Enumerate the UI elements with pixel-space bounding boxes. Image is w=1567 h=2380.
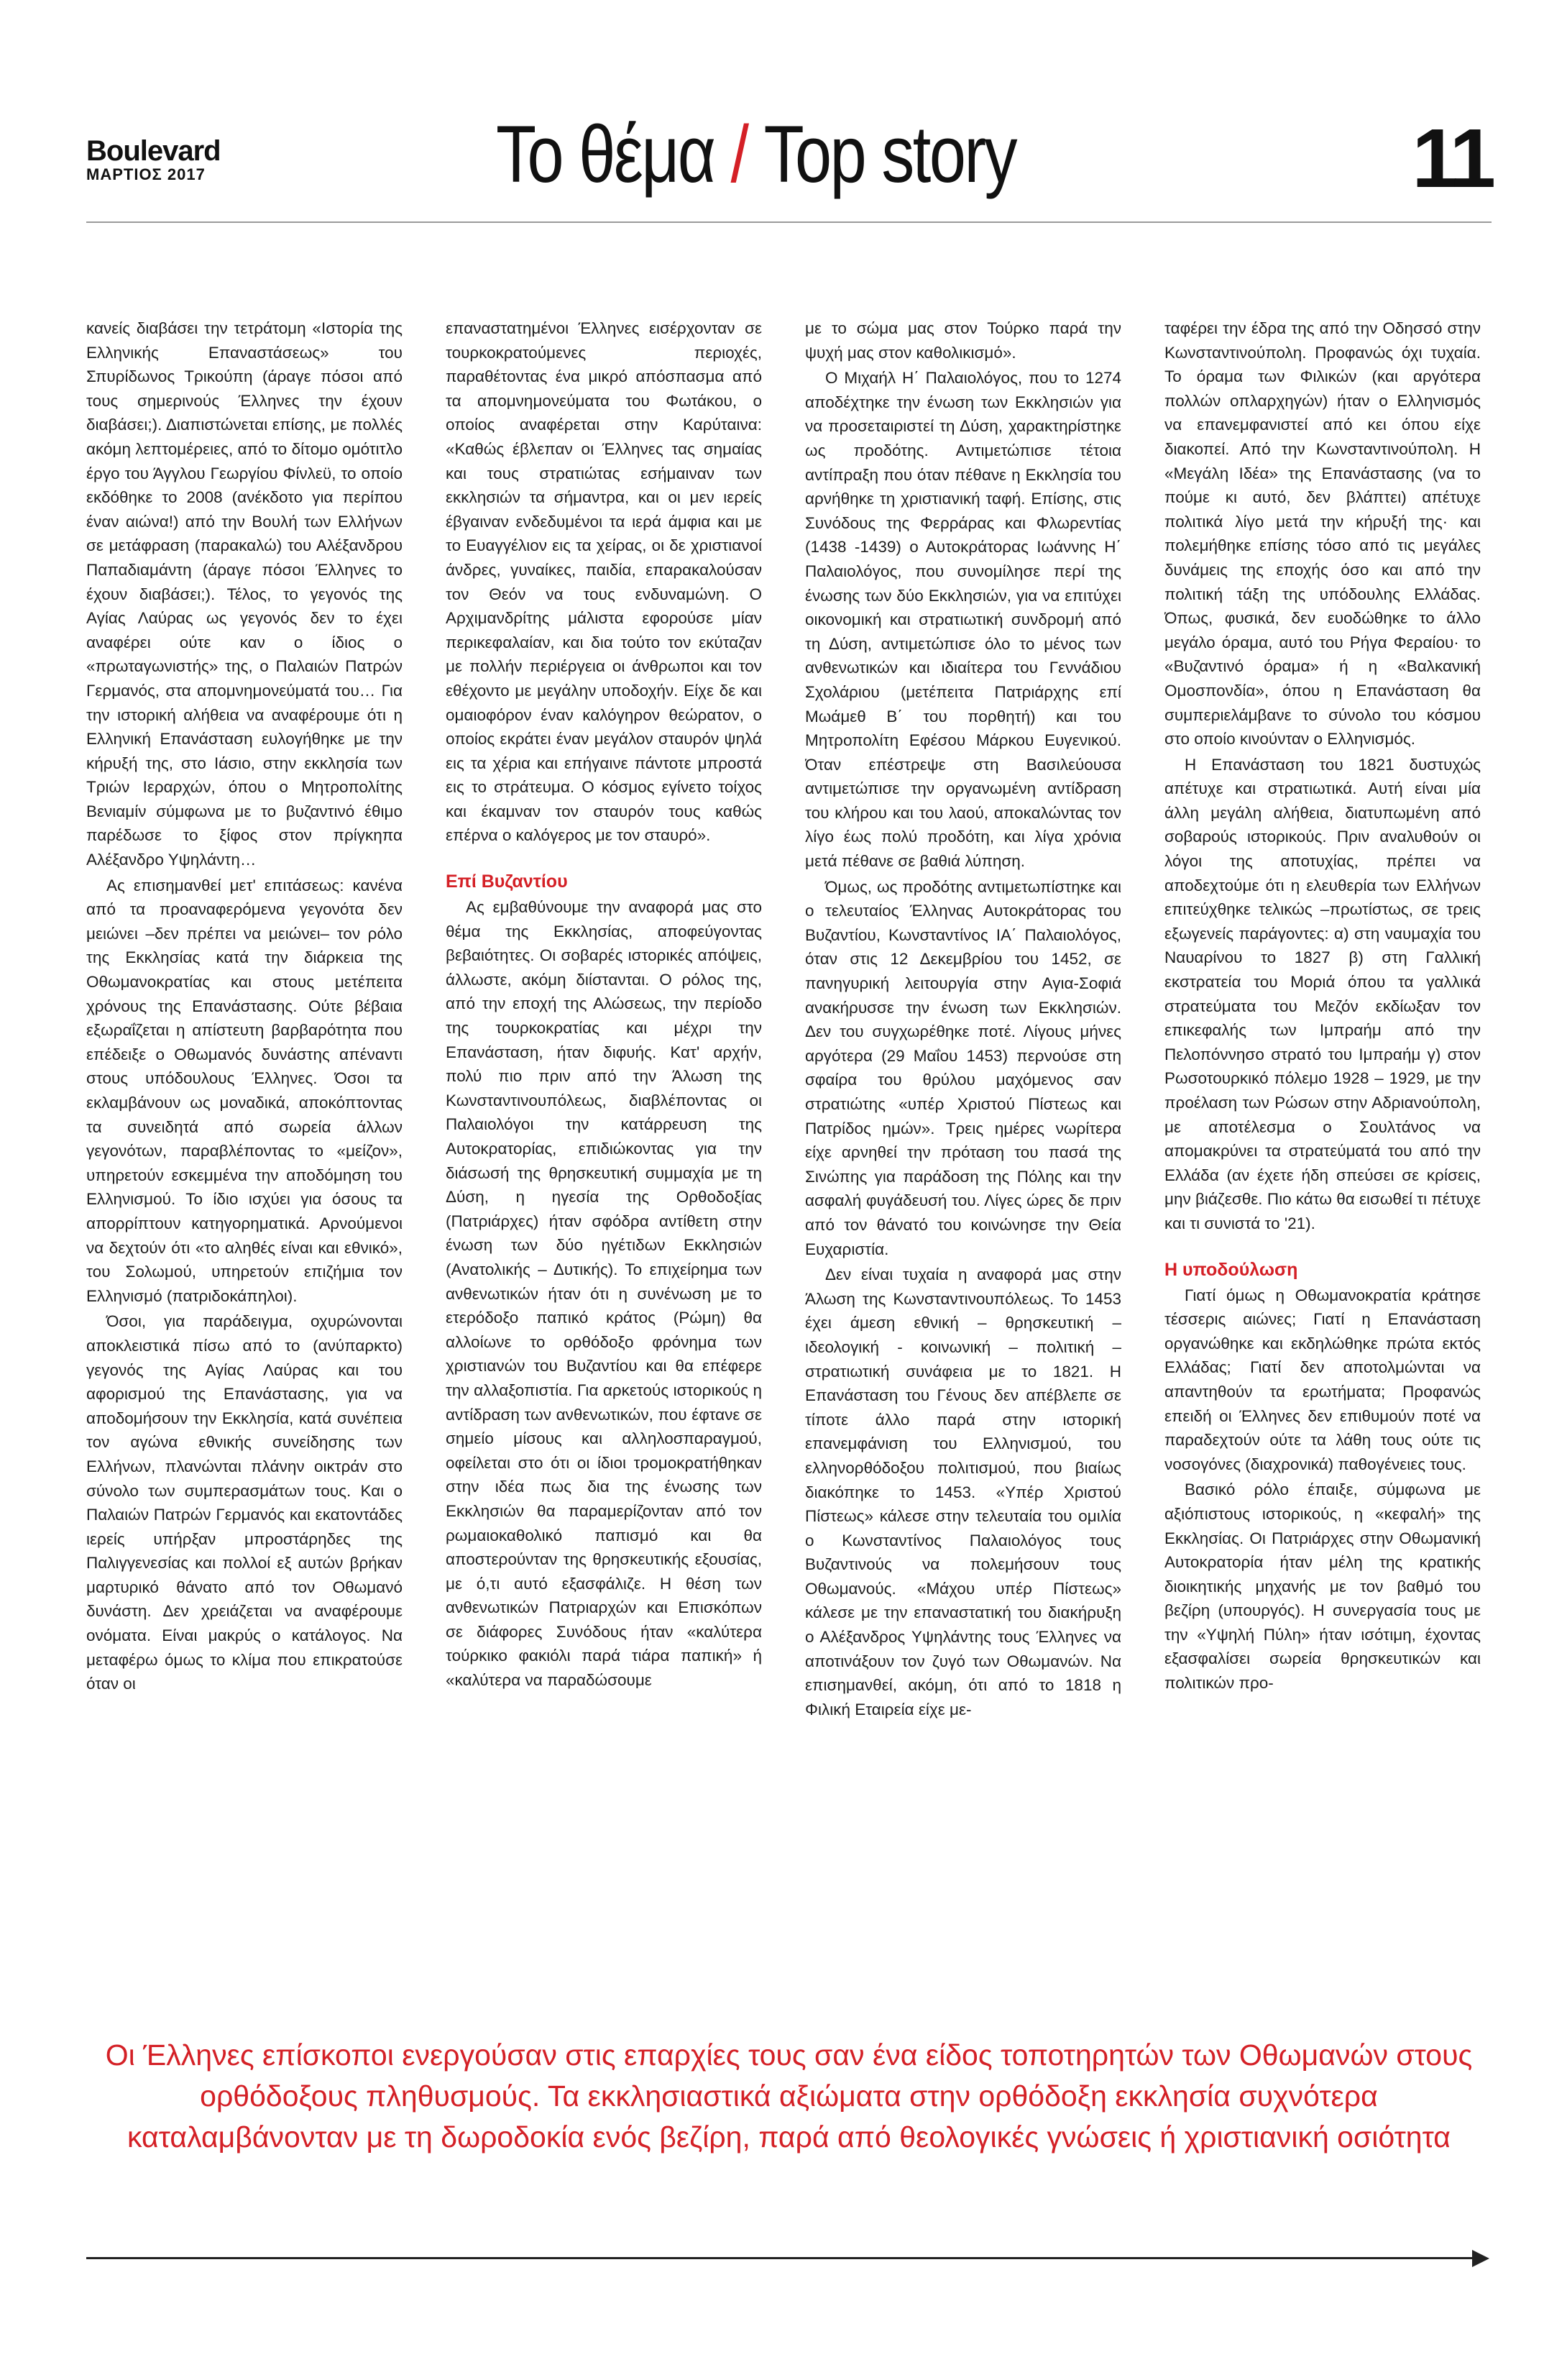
- paragraph: Όμως, ως προδότης αντιμετωπίστηκε και ο τελευταίος Έλληνας Αυτοκράτορας του Βυζαντίου, Κωνσταντίνος ΙΑ΄ Παλαιολόγος, όταν στις 12 Δεκεμβρίου του 1452, σε πανηγυρική λειτουργία στην Αγια-Σοφιά ανακήρυσσε την ένωση των Εκκλησιών. Δεν του συγχωρέθηκε ποτέ. Λίγους μήνες αργότερα (29 Μαΐου 1453) περνούσε στη σφαίρα του θρύλου μαχόμενος σαν στρατιώτης «υπέρ Χριστού Πίστεως και Πατρίδος ημών». Τρεις ημέρες νωρίτερα είχε αρνηθεί την πρόταση του πασά της Σινώπης για παράδοση της Πόλης και την ασφαλή φυγάδευσή του. Λίγες ώρες δε πριν από τον θάνατό του κοινώνησε την Θεία Ευχαριστία.: [805, 877, 1121, 1258]
- section-title: [496, 108, 1062, 201]
- header-rule: [86, 221, 1492, 223]
- arrow-right-icon: [1472, 2250, 1489, 2267]
- section-title-english: Top story: [763, 109, 1016, 199]
- brand-logo: Boulevard: [86, 135, 221, 167]
- subheading: Η υποδούλωση: [1164, 1259, 1298, 1280]
- paragraph: Δεν είναι τυχαία η αναφορά μας στην Άλωση της Κωνσταντινουπόλεως. Το 1453 έχει άμεση εθνική – θρησκευτική – ιδεολογική - κοινωνική – πολιτική – στρατιωτική συνάφεια με το 1821. Η Επανάσταση του Γένους δεν απέβλεπε σε τίποτε άλλο παρά στην ιστορική επανεμφάνιση του Ελληνισμού, του ελληνορθόδοξου πολιτισμού, που βιαίως διακόπηκε το 1453. «Υπέρ Χριστού Πίστεως» κάλεσε στην τελευταία του ομιλία ο Κωνσταντίνος Παλαιολόγος τους Βυζαντινούς να πολεμήσουν τους Οθωμανούς. «Μάχου υπέρ Πίστεως» κάλεσε με την επαναστατική του διακήρυξη ο Αλέξανδρος Υψηλάντης τους Έλληνες να αποτινάξουν τον ζυγό των Οθωμανών. Να επισημανθεί, ακόμη, ότι από το 1818 η Φιλική Εταιρεία είχε με-: [805, 1265, 1121, 1718]
- article-column-3: [805, 316, 1121, 2013]
- article-column-1: [86, 316, 403, 2013]
- page-number: 11: [1412, 111, 1492, 205]
- paragraph: ταφέρει την έδρα της από την Οδησσό στην Κωνσταντινούπολη. Προφανώς όχι τυχαία. Το όραμα των Φιλικών (και αργότερα πολλών οπλαρχηγών) ήταν ο Ελληνισμός να επανεμφανιστεί από κει όπου είχε διακοπεί. Από την Κωνσταντινούπολη. Η «Μεγάλη Ιδέα» της Επανάστασης (να το πούμε κι αυτό, δεν βλάπτει) απέτυχε πολιτικά λίγο μετά την κήρυξή της· και πολεμήθηκε επίσης τόσο από τις μεγάλες δυνάμεις της εποχής όσο και από την πολιτική τάξη της υπόδουλης Ελλάδας. Όπως, φυσικά, δεν ευοδώθηκε το άλλο μεγάλο όραμα, αυτό του Ρήγα Φεραίου· το «Βυζαντινό όραμα» ή η «Βαλκανική Ομοσπονδία», όπου η Επανάσταση θα συμπεριελάμβανε το σύνολο του κόσμου στο οποίο κινούνταν ο Ελληνισμός.: [1164, 319, 1481, 749]
- section-title-greek: Το θέμα: [496, 109, 714, 199]
- paragraph: Ας επισημανθεί μετ' επιτάσεως: κανένα από τα προαναφερόμενα γεγονότα δεν μειώνει –δεν πρέπει να μειώνει– τον ρόλο της Εκκλησίας κατά την διάρκεια της Οθωμανοκρατίας και στους μετέπειτα χρόνους της Επανάστασης. Ούτε βέβαια εξωραΐζεται η απίστευτη βαρβαρότητα που επέδειξε ο Οθωμανός δυνάστης απέναντι στους υπόδουλους Έλληνες. Όσοι τα εκλαμβάνουν ως μοναδικά, αποκόπτοντας τα συνειδητά από σωρεία άλλων γεγονότων, παραβλέποντας το «μείζον», υπηρετούν εσκεμμένα την αποδόμηση του Ελληνισμού. Το ίδιο ισχύει για όσους τα απορρίπτουν κατηγορηματικά. Αρνούμενοι να δεχτούν ότι «το αληθές είναι και εθνικό», του Σολωμού, υπηρετούν επιζήμια τον Ελληνισμό (πατριδοκάπηλοι).: [86, 876, 403, 1305]
- subheading: Επί Βυζαντίου: [446, 871, 568, 892]
- paragraph: κανείς διαβάσει την τετράτομη «Ιστορία της Ελληνικής Επαναστάσεως» του Σπυρίδωνος Τρικούπη (άραγε πόσοι από τους σημερινούς Έλληνες την έχουν διαβάσει;). Διαπιστώνεται επίσης, με πολλές ακόμη λεπτομέρειες, από το δίτομο ομότιτλο έργο του Άγγλου Γεωργίου Φίνλεϋ, το οποίο εκδόθηκε το 2008 (ανέκδοτο για περίπου έναν αιώνα!) από την Βουλή των Ελλήνων σε μετάφραση (παρακαλώ) του Αλέξανδρου Παπαδιαμάντη (άραγε πόσοι Έλληνες το έχουν διαβάσει;). Τέλος, το γεγονός της Αγίας Λαύρας ως γεγονός δεν το έχει αναφέρει ούτε καν ο ίδιος ο «πρωταγωνιστής» της, ο Παλαιών Πατρών Γερμανός, στα απομνημονεύματά του… Για την ιστορική αλήθεια να αναφέρουμε ότι η Ελληνική Επανάσταση ευλογήθηκε με την κήρυξή της, στο Ιάσιο, στην εκκλησία των Τριών Ιεραρχών, όπου ο Μητροπολίτης Βενιαμίν σύμφωνα με το βυζαντινό έθιμο παρέδωσε το ξίφος στον πρίγκηπα Αλέξανδρο Υψηλάντη…: [86, 319, 403, 869]
- pull-quote: Οι Έλληνες επίσκοποι ενεργούσαν στις επαρχίες τους σαν ένα είδος τοποτηρητών των Οθωμανών στους ορθόδοξους πληθυσμούς. Τα εκκλησιαστικά αξιώματα στην ορθόδοξη εκκλησία συχνότερα καταλαμβάνονταν με τη δωροδοκία ενός βεζίρη, παρά από θεολογικές γνώσεις ή χριστιανική οσιότητα: [105, 2038, 1473, 2154]
- paragraph: επαναστατημένοι Έλληνες εισέρχονταν σε τουρκοκρατούμενες περιοχές, παραθέτοντας ένα μικρό απόσπασμα από τα απομνημονεύματα του Φωτάκου, ο οποίος αναφέρεται στην Καρύταινα: «Καθώς έβλεπαν οι Έλληνες τας σημαίας και τους στρατιώτας εσήμαιναν των εκκλησιών τα σήμαντρα, και οι μεν ιερείς έβγαιναν ενδεδυμένοι τα ιερά άμφια και με το Ευαγγέλιον εις τα χείρας, οι δε χριστιανοί άνδρες, γυναίκες, παιδία, επαρακαλούσαν τον Θεόν να τους ενδυναμώνη. Ο Αρχιμανδρίτης μάλιστα εφορούσε μίαν περικεφαλαίαν, και δια τούτο τον εκύταζαν με πολλήν περιέργεια οι άνθρωποι και τον εθέχοντο με μεγάλην υποδοχήν. Είχε δε και ομαιοφόρον έναν καλόγηρον θεώρατον, ο οποίος εκράτει έναν μεγάλον σταυρόν ψηλά εις τα χέρια και επήγαινε πάντοτε μπροστά εις το στράτευμα. Ο κόσμος εγίνετο τοίχος και έκαμναν τον σταυρόν τους καθώς επέρνα ο καλόγερος με τον σταυρό».: [446, 319, 762, 845]
- footer-rule: [86, 2257, 1474, 2259]
- paragraph: Ας εμβαθύνουμε την αναφορά μας στο θέμα της Εκκλησίας, αποφεύγοντας βεβαιότητες. Οι σοβαρές ιστορικές απόψεις, άλλωστε, ακόμη διίστανται. Ο ρόλος της, από την εποχή της Αλώσεως, την περίοδο της τουρκοκρατίας και μέχρι την Επανάσταση, ήταν διφυής. Κατ' αρχήν, πολύ πιο πριν από την Άλωση της Κωνσταντινουπόλεως, διαβλέποντας οι Παλαιολόγοι την κατάρρευση της Αυτοκρατορίας, επιδιώκοντας για την διάσωσή της θρησκευτική συμμαχία με τη Δύση, η ηγεσία της Ορθοδοξίας (Πατριάρχες) ήταν σφόδρα αντίθετη στην ένωση των δύο ηγέτιδων Εκκλησιών (Ανατολικής – Δυτικής). Το επιχείρημα των ανθενωτικών ήταν ότι η συνένωση με το ετερόδοξο παπικό κράτος (Ρώμη) θα αλλοίωνε το ορθόδοξο φρόνημα των χριστιανών του Βυζαντίου και θα επέφερε την αλλαξοπιστία. Για αρκετούς ιστορικούς η αντίδραση των ανθενωτικών, που έφτανε σε σημείο μίσους και αλληλοσπαραγμού, οφείλεται στο ότι οι ίδιοι τρομοκρατήθηκαν στην ιδέα πως δια της ένωσης των Εκκλησιών θα παραμερίζονταν από τον ρωμαιοκαθολικό παπισμό και θα αποστερούνταν της θρησκευτικής εξουσίας, με ό,τι αυτό εξασφάλιζε. Η θέση των ανθενωτικών Πατριαρχών και Επισκόπων σε διάφορες Συνόδους ήταν «καλύτερα τούρκικο φακιόλι παρά τιάρα παπική» ή «καλύτερα να παραδώσουμε: [446, 898, 762, 1690]
- paragraph: Όσοι, για παράδειγμα, οχυρώνονται αποκλειστικά πίσω από το (ανύπαρκτο) γεγονός της Αγίας Λαύρας και του αφορισμού της Επανάστασης, για να αποδομήσουν την Εκκλησία, κατά συνέπεια τον αγώνα εθνικής συνείδησης των Ελλήνων, πλανώνται πλάνην οικτράν στο σύνολο των συμπερασμάτων τους. Και ο Παλαιών Πατρών Γερμανός και εκατοντάδες ιερείς υπήρξαν μπροστάρηδες της Παλιγγενεσίας και πολλοί εξ αυτών βρήκαν μαρτυρικό θάνατο από τον Οθωμανό δυνάστη. Δεν χρειάζεται να αναφέρουμε ονόματα. Είναι μακρύς ο κατάλογος. Να μεταφέρω όμως το κλίμα που επικρατούσε όταν οι: [86, 1312, 403, 1693]
- paragraph: Η Επανάσταση του 1821 δυστυχώς απέτυχε και στρατιωτικά. Αυτή είναι μία άλλη μεγάλη αλήθεια, διατυπωμένη από σοβαρούς ιστορικούς. Πριν αναλυθούν οι λόγοι της αποτυχίας, πρέπει να αποδεχτούμε ότι η ελευθερία των Ελλήνων επιτεύχθηκε τελικώς –πρωτίστως, σε τρεις εξωγενείς παράγοντες: α) στη ναυμαχία του Ναυαρίνου το 1827 β) στη Γαλλική εκστρατεία του Μοριά όπου τα γαλλικά στρατεύματα του Μεζόν εκδίωξαν τον επικεφαλής των Ιμπραήμ από την Πελοπόννησο στρατό του Ιμπραήμ γ) στον Ρωσοτουρκικό πόλεμο 1928 – 1929, με την προέλαση των Ρώσων στην Αδριανούπολη, με αποτέλεσμα ο Σουλτάνος να απομακρύνει τα στρατεύματά του από την Ελλάδα (αν έχετε ήδη σπεύσει σε κρίσεις, μην βιάζεσθε. Πιο κάτω θα εισωθεί τι πέτυχε και τι συνιστά το '21).: [1164, 755, 1481, 1232]
- article-body: [86, 316, 1492, 2013]
- article-column-4: [1164, 316, 1481, 2013]
- paragraph: με το σώμα μας στον Τούρκο παρά την ψυχή μας στον καθολικισμό».: [805, 319, 1121, 362]
- section-title-separator: /: [730, 109, 748, 199]
- paragraph: Ο Μιχαήλ Η΄ Παλαιολόγος, που το 1274 αποδέχτηκε την ένωση των Εκκλησιών για να προσεταιριστεί τη Δύση, χαρακτηρίστηκε ως προδότης. Αντιμετώπισε τέτοια αντίπραξη που όταν πέθανε η Εκκλησία του αρνήθηκε τη χριστιανική ταφή. Επίσης, στις Συνόδους της Φερράρας και Φλωρεντίας (1438 -1439) ο Αυτοκράτορας Ιωάννης Η΄ Παλαιολόγος, που συνομίλησε περί της ένωσης των δύο Εκκλησιών, για να επιτύχει οικονομική και στρατιωτική συνδρομή από τη Δύση, αντιμετώπισε όλο το μένος των ανθενωτικών και ιδιαίτερα του Γεννάδιου Σχολάριου (μετέπειτα Πατριάρχης επί Μωάμεθ Β΄ του πορθητή) και του Μητροπολίτη Εφέσου Μάρκου Ευγενικού. Όταν επέστρεψε στη Βασιλεύουσα αντιμετώπισε την οργανωμένη αντίδραση του κλήρου και του λαού, αποκαλώντας τον λίγο έως πολύ προδότη, και λίγα χρόνια μετά πέθανε σε βαθιά λύπηση.: [805, 369, 1121, 871]
- issue-date: ΜΑΡΤΙΟΣ 2017: [86, 165, 206, 183]
- paragraph: Βασικό ρόλο έπαιξε, σύμφωνα με αξιόπιστους ιστορικούς, η «κεφαλή» της Εκκλησίας. Οι Πατριάρχες στην Οθωμανική Αυτοκρατορία ήταν μέλη της κρατικής διοικητικής μηχανής με τον βαθμό του βεζίρη (υπουργός). Η συνεργασία τους με την «Υψηλή Πύλη» ήταν ισότιμη, έχοντας εξασφαλίσει σωρεία θρησκευτικών και πολιτικών προ-: [1164, 1480, 1481, 1693]
- masthead: [86, 137, 244, 184]
- paragraph: Γιατί όμως η Οθωμανοκρατία κράτησε τέσσερις αιώνες; Γιατί η Επανάσταση οργανώθηκε και εκδηλώθηκε πρώτα εκτός Ελλάδας; Γιατί δεν αποτολμώνται να απαντηθούν τα ερωτήματα; Προφανώς επειδή οι Έλληνες δεν επιθυμούν ποτέ να παραδεχτούν ούτε τα λάθη τους ούτε τις νοσογόνες (διαχρονικά) παθογένειες τους.: [1164, 1286, 1481, 1473]
- article-column-2: [446, 316, 762, 2013]
